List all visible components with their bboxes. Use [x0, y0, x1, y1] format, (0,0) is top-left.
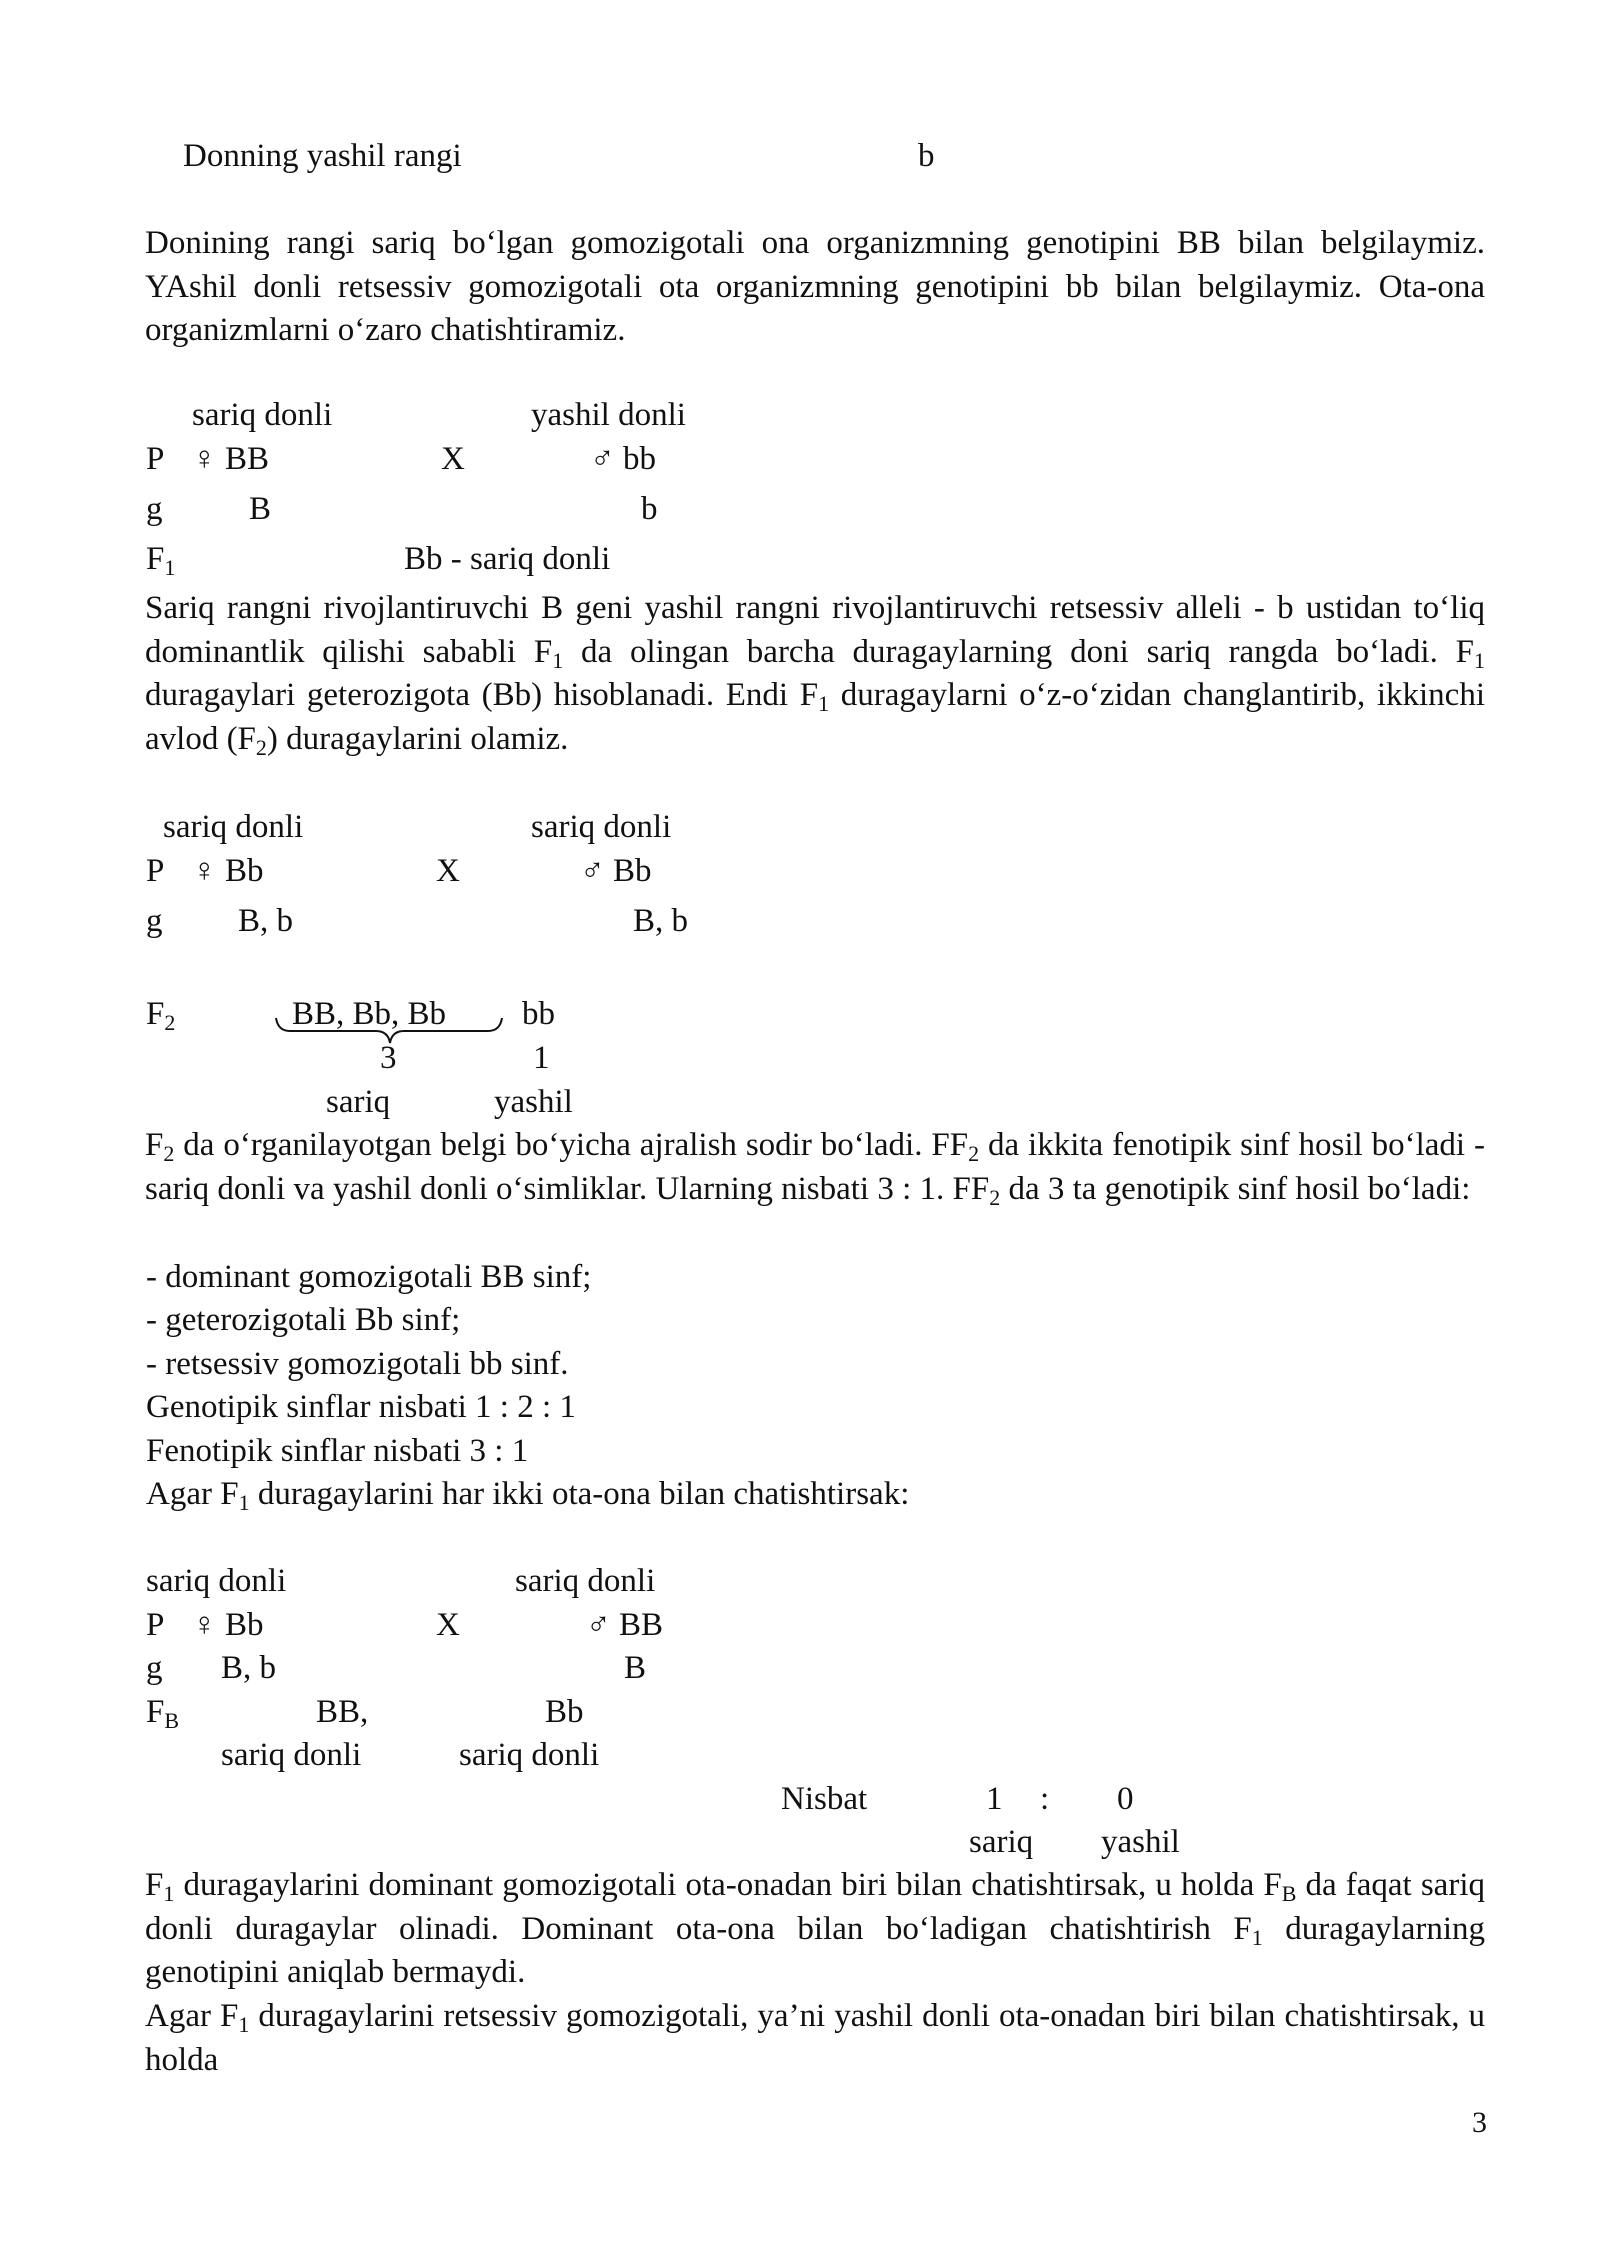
- ratio-value-0: 0: [1117, 1781, 1134, 1817]
- genotypic-ratio: Genotipik sinflar nisbati 1 : 2 : 1: [146, 1389, 576, 1425]
- cross2-cross-sign: X: [436, 853, 460, 889]
- cross1-father-phenotype: yashil donli: [531, 397, 686, 433]
- cross3-mother-phenotype: sariq donli: [146, 1563, 287, 1599]
- cross2-mother-phenotype: sariq donli: [163, 809, 304, 845]
- cross1-cross-sign: X: [441, 441, 465, 477]
- paragraph-5: Agar $F_1$ duragaylarini retsessiv gomozigotali, ya’ni yashil donli ota-onadan biri bilan chatishtirsak, u holda: [145, 1998, 1486, 2078]
- cross3-cross-sign: X: [436, 1607, 460, 1643]
- top-label: Donning yashil rangi: [183, 138, 462, 174]
- cross1-father-genotype: ♂ bb: [590, 441, 656, 477]
- cross1-father-gamete: b: [641, 491, 658, 527]
- cross2-father-phenotype: sariq donli: [531, 809, 672, 845]
- cross2-f2-label: $F_2$: [146, 996, 176, 1035]
- cross1-g-label: g: [146, 491, 163, 527]
- paragraph-1: Donining rangi sariq bo‘lgan gomozigotali ona organizmning genotipini BB bilan belgilaymiz. YAshil donli retsessiv gomozigotali ota organizmning genotipini bb bilan belgilaymiz. Ota-ona organizmlarni o‘zaro chatishtiramiz.: [145, 225, 1485, 348]
- agar-line-1: Agar $F_1$ duragaylarini har ikki ota-ona bilan chatishtirsak:: [146, 1476, 910, 1515]
- cross3-father-phenotype: sariq donli: [515, 1563, 656, 1599]
- cross2-label-dominant: sariq: [326, 1084, 391, 1120]
- phenotypic-ratio: Fenotipik sinflar nisbati 3 : 1: [146, 1433, 529, 1469]
- cross2-g-label: g: [146, 903, 163, 939]
- ratio-label: Nisbat: [781, 1781, 868, 1817]
- cross3-fb-label: $F_B$: [146, 1694, 180, 1733]
- cross2-father-genotype: ♂ Bb: [580, 853, 652, 889]
- genotype-class-3: - retsessiv gomozigotali bb sinf.: [146, 1346, 569, 1382]
- ratio-label-yashil: yashil: [1101, 1824, 1180, 1860]
- paragraph-3: $F_2$ da o‘rganilayotgan belgi bo‘yicha ajralish sodir bo‘ladi. $FF_2$ da ikkita fenotipik sinf hosil bo‘ladi - sariq donli va yashil donli o‘simliklar. Ularning nisbati 3 : 1. $FF_2$ da 3 ta genotipik sinf hosil bo‘ladi:: [145, 1127, 1485, 1210]
- cross1-mother-gamete: B: [249, 491, 272, 527]
- page-number: 3: [1472, 2106, 1487, 2139]
- genotype-class-1: - dominant gomozigotali BB sinf;: [146, 1259, 592, 1295]
- cross1-offspring: Bb - sariq donli: [404, 541, 611, 577]
- cross3-g-label: g: [146, 1650, 163, 1686]
- cross3-mother-genotype: ♀ Bb: [192, 1607, 264, 1643]
- cross2-label-recessive: yashil: [494, 1084, 573, 1120]
- cross3-offspring-2-phenotype: sariq donli: [459, 1737, 600, 1773]
- ratio-colon: :: [1040, 1781, 1050, 1817]
- cross2-p-label: P: [146, 853, 165, 889]
- cross2-recessive-genotype: bb: [522, 996, 555, 1032]
- cross2-father-gametes: B, b: [633, 903, 689, 939]
- top-gene: b: [918, 138, 935, 174]
- ratio-label-sariq: sariq: [969, 1824, 1034, 1860]
- cross3-p-label: P: [146, 1607, 165, 1643]
- ratio-value-1: 1: [986, 1781, 1003, 1817]
- cross2-dominant-genotypes: BB, Bb, Bb: [292, 996, 447, 1032]
- cross3-father-gamete: B: [624, 1650, 647, 1686]
- cross1-f1-label: $F_1$: [146, 541, 176, 580]
- cross3-father-genotype: ♂ BB: [586, 1607, 664, 1643]
- cross1-p-label: P: [146, 441, 165, 477]
- cross2-count-recessive: 1: [533, 1040, 550, 1076]
- cross1-mother-phenotype: sariq donli: [192, 397, 333, 433]
- cross2-mother-genotype: ♀ Bb: [192, 853, 264, 889]
- genotype-class-2: - geterozigotali Bb sinf;: [146, 1302, 461, 1338]
- paragraph-2: Sariq rangni rivojlantiruvchi B geni yashil rangni rivojlantiruvchi retsessiv alleli - b ustidan to‘liq dominantlik qilishi sababli $F_1$ da olingan barcha duragaylarning doni sariq rangda bo‘ladi. $F_1$ duragaylari geterozigota (Bb) hisoblanadi. Endi $F_1$ duragaylarni o‘z-o‘zidan changlantirib, ikkinchi avlod $(F_2)$ duragaylarini olamiz.: [145, 590, 1485, 760]
- cross2-count-dominant: 3: [380, 1040, 397, 1076]
- cross3-offspring-1-phenotype: sariq donli: [221, 1737, 362, 1773]
- cross3-offspring-1: BB,: [316, 1694, 369, 1730]
- cross3-mother-gametes: B, b: [221, 1650, 277, 1686]
- cross2-mother-gametes: B, b: [238, 903, 294, 939]
- cross1-mother-genotype: ♀ BB: [192, 441, 270, 477]
- cross3-offspring-2: Bb: [545, 1694, 584, 1730]
- paragraph-4: $F_1$ duragaylarini dominant gomozigotali ota-onadan biri bilan chatishtirsak, u holda $F_B$ da faqat sariq donli duragaylar olinadi. Dominant ota-ona bilan bo‘ladigan chatishtirish $F_1$ duragaylarning genotipini aniqlab bermaydi.: [145, 1867, 1485, 1990]
